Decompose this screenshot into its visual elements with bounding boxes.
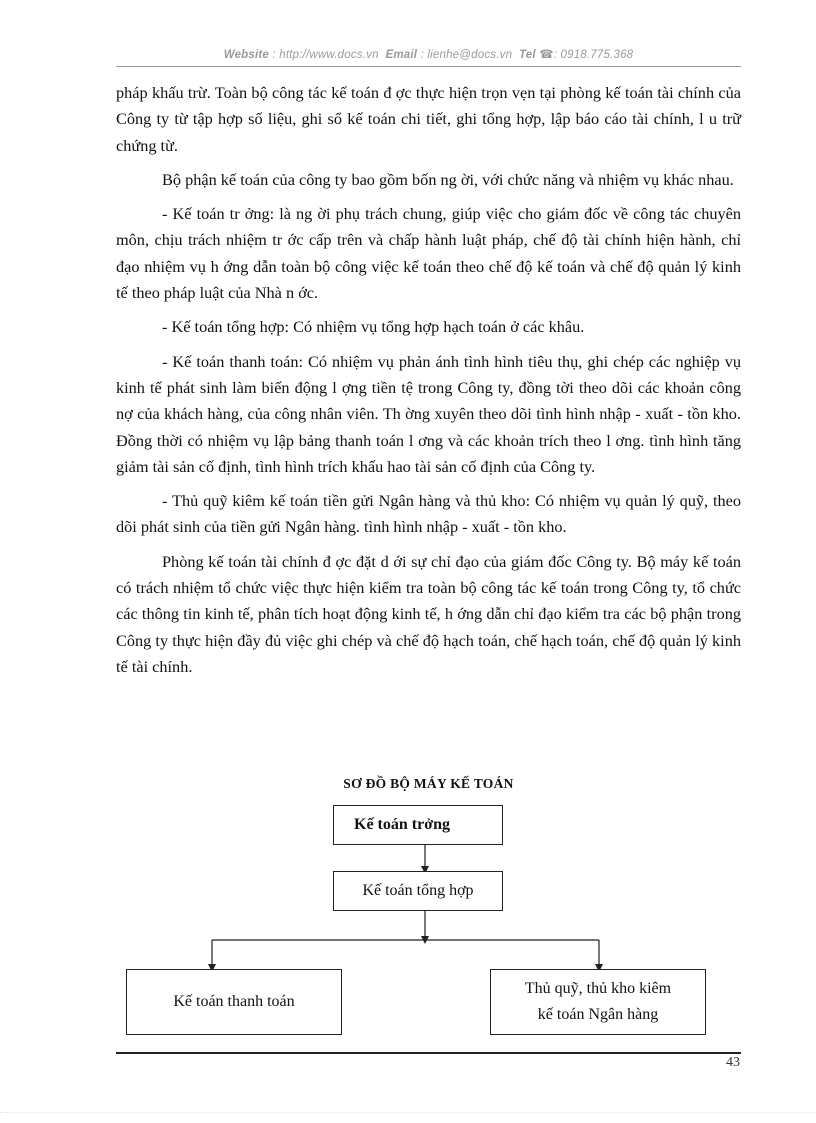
page-number: 43 <box>726 1055 740 1070</box>
treasurer-box <box>490 969 706 1035</box>
treasurer-label: Thủ quỹ, thủ kho kiêm kế toán Ngân hàng <box>524 980 672 1023</box>
tel-label: Tel <box>518 49 536 61</box>
paragraph-chief-accountant: - Kế toán tr ởng: là ng ời phụ trách chung, giúp việc cho giám đốc về công tác chuyên môn, chịu trách nhiệm tr ớc cấp trên và chấp hành luật pháp, chế độ tài chính hiện hành, chỉ đạo nhiệm vụ h ớng dẫn toàn bộ công việc kế toán theo chế độ kế toán và chế độ quản lý kinh tế theo pháp luật của Nhà n ớc. <box>116 204 741 303</box>
general-accountant-label: Kế toán tổng hợp <box>362 882 474 899</box>
chief-accountant-label: Kế toán trởng <box>354 816 450 833</box>
general-accountant-box <box>333 871 503 911</box>
paragraph-department: Phòng kế toán tài chính đ ợc đặt d ới sự chỉ đạo của giám đốc Công ty. Bộ máy kế toán có trách nhiệm tổ chức việc thực hiện kiểm tra toàn bộ công tác kế toán trong Công ty, tổ chức các thông tin kinh tế, phân tích hoạt động kinh tế, h ớng dẫn chỉ đạo kiểm tra các bộ phận trong Công ty thực hiện đầy đủ việc ghi chép và chế độ hạch toán, chế hạch toán, chế độ quản lý kinh tế tài chính. <box>116 551 741 676</box>
chief-accountant-box <box>333 805 503 845</box>
paragraph-treasurer: - Thủ quỹ kiêm kế toán tiền gửi Ngân hàng và thủ kho: Có nhiệm vụ quản lý quỹ, theo dõi phát sinh của tiền gửi Ngân hàng. tình hình nhập - xuất - tồn kho. <box>116 491 741 537</box>
paragraph-general-accountant: - Kế toán tổng hợp: Có nhiệm vụ tổng hợp hạch toán ở các khâu. <box>162 317 585 337</box>
paragraph-staff: Bộ phận kế toán của công ty bao gồm bốn ng ời, với chức năng và nhiệm vụ khác nhau. <box>162 169 734 189</box>
body-text <box>116 80 741 688</box>
diagram-title: SƠ ĐỒ BỘ MÁY KẾ TOÁN <box>343 776 514 791</box>
phone-icon: ☎ <box>539 49 554 61</box>
paragraph-payment-accountant: - Kế toán thanh toán: Có nhiệm vụ phản ánh tình hình tiêu thụ, ghi chép các nghiệp vụ kinh tế phát sinh làm biến động l ợng tiền tệ trong Công ty, đồng tời theo dõi các khoản công nợ của khách hàng, của công nhân viên. Th ờng xuyên theo dõi tình hình nhập - xuất - tồn kho. Đồng thời có nhiệm vụ lập bảng thanh toán l ơng và các khoản trích theo l ơng. tình hình tăng giảm tài sản cố định, tình hình trích khấu hao tài sản cố định của Công ty. <box>116 351 741 476</box>
website-value: : http://www.docs.vn <box>272 49 379 61</box>
website-label: Website <box>223 49 270 61</box>
paragraph-continuation: pháp khấu trừ. Toàn bộ công tác kế toán đ ợc thực hiện trọn vẹn tại phòng kế toán tài chính của Công ty từ tập hợp số liệu, ghi sổ kế toán chi tiết, ghi tổng hợp, lập báo cáo tài chính, l u trữ chứng từ. <box>116 83 741 155</box>
payment-accountant-box <box>126 969 342 1035</box>
footer-divider <box>116 1052 741 1054</box>
header-divider <box>116 66 741 67</box>
page-edge-divider <box>0 1112 816 1113</box>
email-label: Email <box>385 49 418 61</box>
email-value: : lienhe@docs.vn <box>420 49 513 61</box>
page-header <box>116 47 741 61</box>
tel-value: : 0918.775.368 <box>553 49 634 61</box>
payment-accountant-label: Kế toán thanh toán <box>173 993 295 1010</box>
